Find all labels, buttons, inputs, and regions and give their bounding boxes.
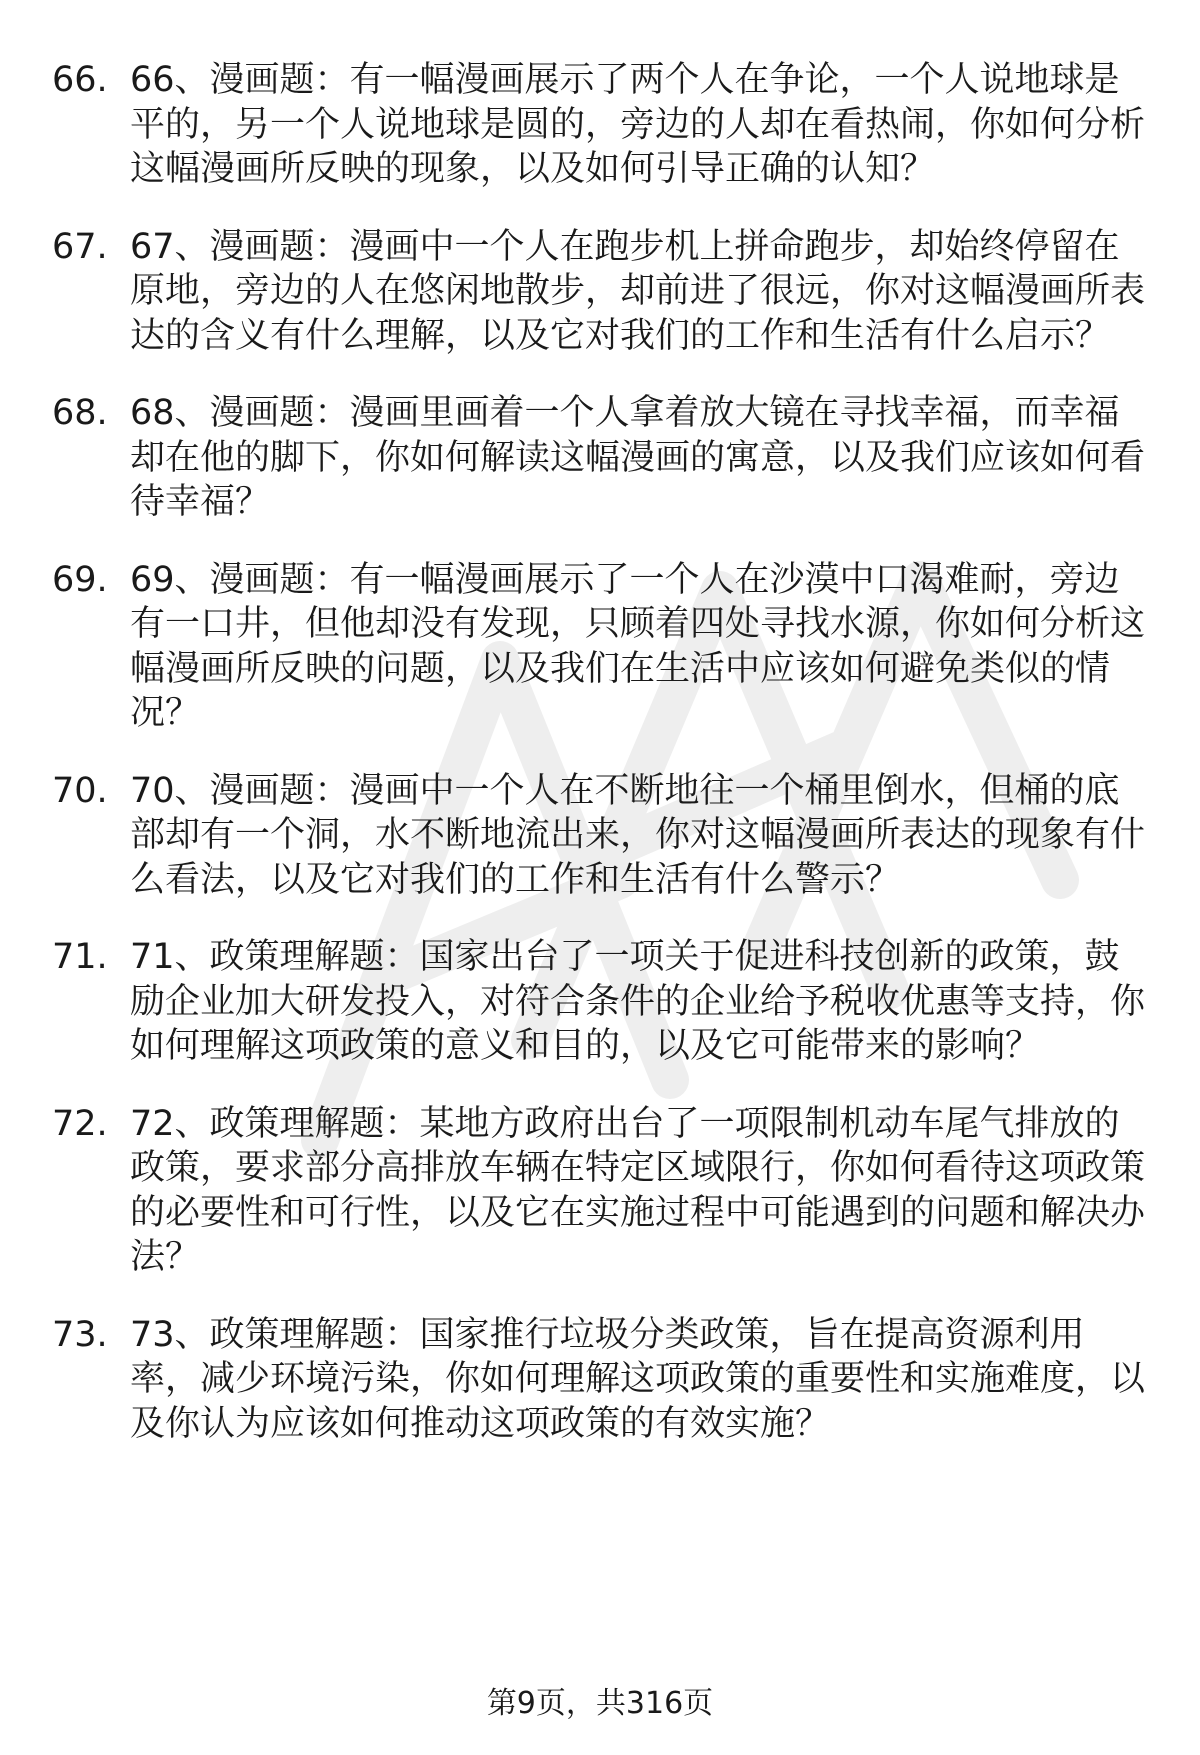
question-text: 68、漫画题：漫画里画着一个人拿着放大镜在寻找幸福，而幸福却在他的脚下，你如何解读这幅漫画的寓意，以及我们应该如何看待幸福？ xyxy=(130,393,1146,522)
question-number: 72. xyxy=(52,1103,108,1144)
question-number: 66. xyxy=(52,60,108,100)
question-item-70 xyxy=(52,769,1152,903)
question-number: 69. xyxy=(52,559,108,600)
question-number: 68. xyxy=(52,393,108,433)
question-number: 70. xyxy=(52,770,108,811)
question-text: 73、政策理解题：国家推行垃圾分类政策，旨在提高资源利用率，减少环境污染，你如何理解这项政策的重要性和实施难度，以及你认为应该如何推动这项政策的有效实施？ xyxy=(130,1314,1146,1444)
question-item-68 xyxy=(52,391,1152,525)
question-text: 70、漫画题：漫画中一个人在不断地往一个桶里倒水，但桶的底部却有一个洞，水不断地流出来，你对这幅漫画所表达的现象有什么看法，以及它对我们的工作和生活有什么警示？ xyxy=(130,770,1146,900)
question-item-69 xyxy=(52,558,1152,736)
question-item-67 xyxy=(52,225,1152,359)
question-item-71 xyxy=(52,935,1152,1069)
question-text: 67、漫画题：漫画中一个人在跑步机上拼命跑步，却始终停留在原地，旁边的人在悠闲地散步，却前进了很远，你对这幅漫画所表达的含义有什么理解，以及它对我们的工作和生活有什么启示？ xyxy=(130,226,1146,356)
question-number: 67. xyxy=(52,226,108,267)
question-text: 66、漫画题：有一幅漫画展示了两个人在争论，一个人说地球是平的，另一个人说地球是圆的，旁边的人却在看热闹，你如何分析这幅漫画所反映的现象，以及如何引导正确的认知？ xyxy=(130,60,1146,189)
question-number: 71. xyxy=(52,937,108,977)
question-item-66 xyxy=(52,58,1152,192)
question-text: 72、政策理解题：某地方政府出台了一项限制机动车尾气排放的政策，要求部分高排放车辆在特定区域限行，你如何看待这项政策的必要性和可行性，以及它在实施过程中可能遇到的问题和解决办法？ xyxy=(130,1103,1146,1277)
page-footer: 第9页，共316页 xyxy=(486,1686,714,1721)
question-text: 69、漫画题：有一幅漫画展示了一个人在沙漠中口渴难耐，旁边有一口井，但他却没有发现，只顾着四处寻找水源，你如何分析这幅漫画所反映的问题，以及我们在生活中应该如何避免类似的情况？ xyxy=(130,559,1146,733)
question-item-72 xyxy=(52,1102,1152,1280)
question-number: 73. xyxy=(52,1314,108,1355)
question-list xyxy=(52,58,1152,1479)
question-text: 71、政策理解题：国家出台了一项关于促进科技创新的政策，鼓励企业加大研发投入，对符合条件的企业给予税收优惠等支持，你如何理解这项政策的意义和目的，以及它可能带来的影响？ xyxy=(130,937,1146,1066)
question-item-73 xyxy=(52,1313,1152,1447)
